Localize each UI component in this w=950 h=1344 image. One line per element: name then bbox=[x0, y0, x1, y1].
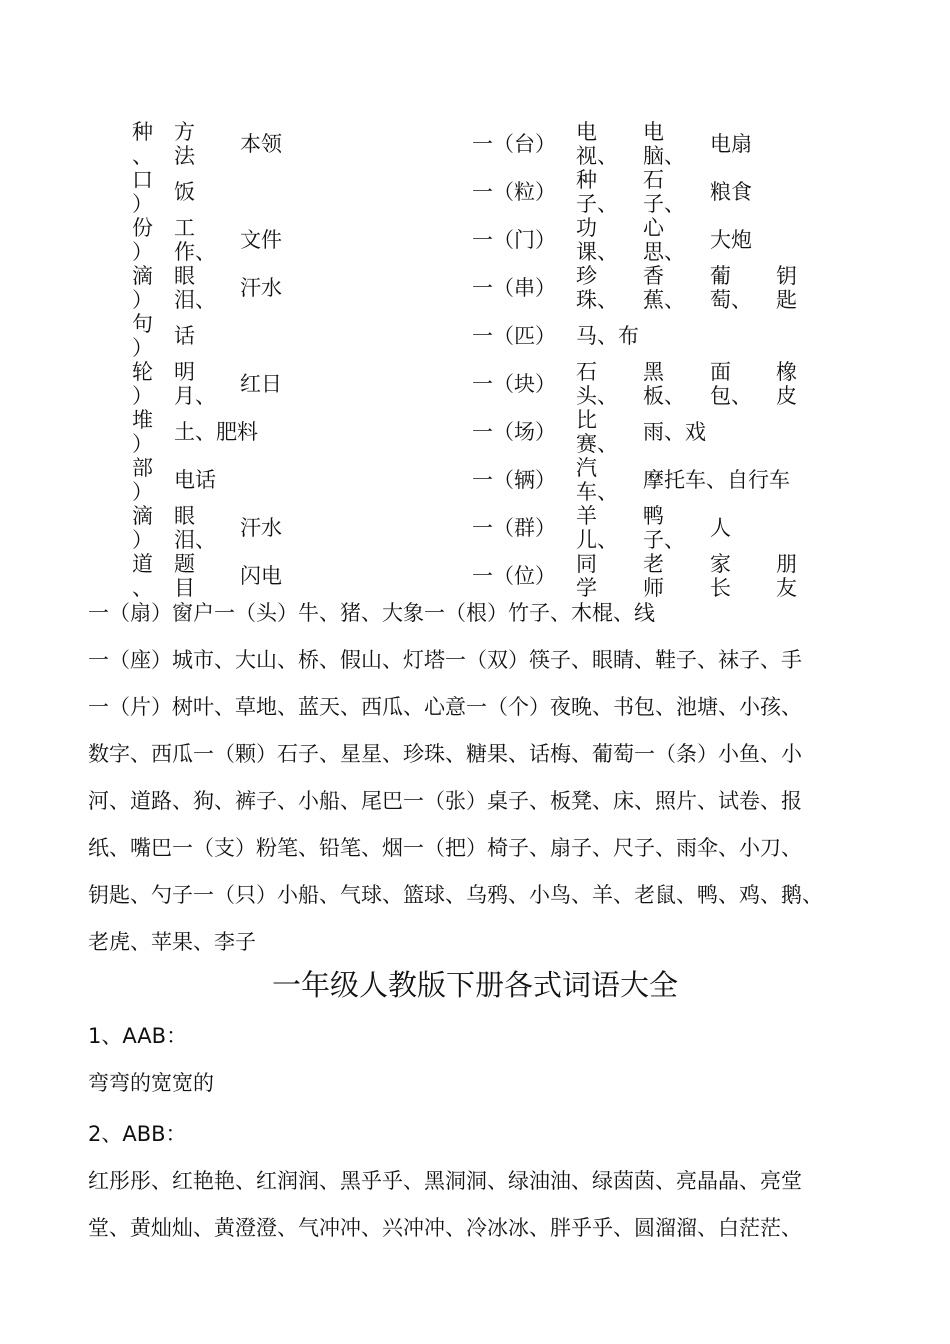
table-cell-right-w1 bbox=[576, 456, 618, 504]
table-cell-left-w2 bbox=[240, 372, 330, 400]
table-cell-right-cat: 一（门） bbox=[472, 228, 556, 252]
table-cell-right-w2 bbox=[643, 168, 685, 216]
abb-heading: 2、ABB： bbox=[88, 1122, 187, 1146]
table-cell-left-cat bbox=[132, 216, 158, 264]
cell-text: 摩托车、自行车 bbox=[643, 468, 790, 492]
cell-text: 种 bbox=[576, 168, 597, 192]
table-cell-right-w2 bbox=[643, 216, 685, 264]
cell-text: 电 bbox=[576, 120, 597, 144]
table-row bbox=[88, 312, 848, 360]
table-cell-right-cat: 一（辆） bbox=[472, 468, 556, 492]
cell-text: 包、 bbox=[710, 384, 752, 408]
table-cell-left-cat bbox=[132, 408, 158, 456]
cell-text: 红日 bbox=[240, 372, 282, 396]
table-cell-right-cat: 一（位） bbox=[472, 564, 556, 588]
cell-text: ） bbox=[132, 336, 153, 360]
cell-text: 文件 bbox=[240, 228, 282, 252]
cell-text: 同 bbox=[576, 552, 597, 576]
table-row bbox=[88, 504, 848, 552]
cell-text: 羊 bbox=[576, 504, 597, 528]
page-title: 一年级人教版下册各式词语大全 bbox=[271, 968, 678, 1002]
cell-text: 人 bbox=[710, 516, 731, 540]
table-cell-right-w1 bbox=[576, 504, 618, 552]
table-cell-right-w2 bbox=[643, 360, 685, 408]
table-row bbox=[88, 264, 848, 312]
cell-text: 眼 bbox=[174, 504, 195, 528]
table-cell-left-w1 bbox=[174, 468, 216, 496]
table-row bbox=[88, 120, 848, 168]
paragraph-line: 老虎、苹果、李子 bbox=[88, 930, 256, 954]
cell-text: 话 bbox=[174, 324, 195, 348]
cell-text: 橡 bbox=[776, 360, 797, 384]
table-cell-right-w1 bbox=[576, 168, 618, 216]
table-cell-left-w1 bbox=[174, 216, 216, 264]
cell-text: 课、 bbox=[576, 240, 618, 264]
table-cell-left-w2 bbox=[240, 408, 330, 456]
table-cell-right-w4 bbox=[776, 264, 800, 312]
cell-text: ） bbox=[132, 528, 153, 552]
cell-text: 泪、 bbox=[174, 288, 216, 312]
table-cell-left-w1 bbox=[174, 120, 198, 168]
cell-text: 友 bbox=[776, 576, 797, 600]
table-cell-left-w1 bbox=[174, 180, 198, 208]
table-row bbox=[88, 168, 848, 216]
cell-text: 粮食 bbox=[710, 180, 752, 204]
cell-text: 口 bbox=[132, 168, 153, 192]
table-cell-left-w2 bbox=[240, 168, 330, 216]
cell-text: 眼 bbox=[174, 264, 195, 288]
table-cell-right-w1 bbox=[576, 120, 618, 168]
cell-text: 汽 bbox=[576, 456, 597, 480]
cell-text: 法 bbox=[174, 144, 195, 168]
cell-text: 蕉、 bbox=[643, 288, 685, 312]
cell-text: 功 bbox=[576, 216, 597, 240]
cell-text: 钥 bbox=[776, 264, 797, 288]
table-cell-right-w4 bbox=[776, 456, 800, 504]
table-cell-left-cat bbox=[132, 168, 158, 216]
table-cell-left-w2 bbox=[240, 228, 330, 256]
aab-heading: 1、AAB： bbox=[88, 1024, 188, 1048]
table-cell-right-w4 bbox=[776, 504, 800, 552]
cell-text: 思、 bbox=[643, 240, 685, 264]
cell-text: 儿、 bbox=[576, 528, 618, 552]
cell-text: 面 bbox=[710, 360, 731, 384]
cell-text: 泪、 bbox=[174, 528, 216, 552]
cell-text: 作、 bbox=[174, 240, 216, 264]
table-cell-right-w2 bbox=[643, 420, 706, 448]
paragraph-line: 钥匙、勺子一（只）小船、气球、篮球、乌鸦、小鸟、羊、老鼠、鸭、鸡、鹅、 bbox=[88, 883, 823, 907]
cell-text: 香 bbox=[643, 264, 664, 288]
table-cell-left-w1 bbox=[174, 504, 216, 552]
cell-text: 比 bbox=[576, 408, 597, 432]
cell-text: 珠、 bbox=[576, 288, 618, 312]
cell-text: ） bbox=[132, 432, 153, 456]
cell-text: 子、 bbox=[643, 528, 685, 552]
table-cell-right-cat: 一（块） bbox=[472, 372, 556, 396]
table-cell-right-w4 bbox=[776, 312, 800, 360]
aab-line: 弯弯的宽宽的 bbox=[88, 1071, 214, 1095]
cell-text: 萄、 bbox=[710, 288, 752, 312]
paragraph-line: 一（座）城市、大山、桥、假山、灯塔一（双）筷子、眼睛、鞋子、袜子、手 bbox=[88, 648, 802, 672]
abb-section bbox=[88, 1111, 868, 1252]
table-cell-right-w2 bbox=[643, 264, 685, 312]
cell-text: 滴 bbox=[132, 264, 153, 288]
table-cell-right-w4 bbox=[776, 120, 800, 168]
cell-text: 黑 bbox=[643, 360, 664, 384]
cell-text: 赛、 bbox=[576, 432, 618, 456]
cell-text: 、 bbox=[132, 576, 153, 600]
cell-text: 工 bbox=[174, 216, 195, 240]
table-cell-right-w1 bbox=[576, 408, 618, 456]
table-cell-left-w2 bbox=[240, 456, 330, 504]
cell-text: 心 bbox=[643, 216, 664, 240]
cell-text: 方 bbox=[174, 120, 195, 144]
table-cell-left-cat bbox=[132, 120, 158, 168]
abb-line: 红彤彤、红艳艳、红润润、黑乎乎、黑洞洞、绿油油、绿茵茵、亮晶晶、亮堂 bbox=[88, 1169, 802, 1193]
table-row bbox=[88, 360, 848, 408]
cell-text: 汗水 bbox=[240, 276, 282, 300]
cell-text: 轮 bbox=[132, 360, 153, 384]
cell-text: 师 bbox=[643, 576, 664, 600]
cell-text: 题 bbox=[174, 552, 195, 576]
cell-text: 土、肥料 bbox=[174, 420, 258, 444]
table-cell-left-w1 bbox=[174, 264, 216, 312]
cell-text: 脑、 bbox=[643, 144, 685, 168]
cell-text: 月、 bbox=[174, 384, 216, 408]
cell-text: 明 bbox=[174, 360, 195, 384]
cell-text: 珍 bbox=[576, 264, 597, 288]
table-cell-left-w2 bbox=[240, 132, 330, 160]
table-cell-right-cat: 一（粒） bbox=[472, 180, 556, 204]
cell-text: 份 bbox=[132, 216, 153, 240]
cell-text: 闪电 bbox=[240, 564, 282, 588]
paragraph-line: 河、道路、狗、裤子、小船、尾巴一（张）桌子、板凳、床、照片、试卷、报 bbox=[88, 789, 802, 813]
cell-text: 家 bbox=[710, 552, 731, 576]
table-cell-left-w2 bbox=[240, 516, 330, 544]
paragraph-line: 一（扇）窗户一（头）牛、猪、大象一（根）竹子、木棍、线 bbox=[88, 601, 655, 625]
abb-line: 堂、黄灿灿、黄澄澄、气冲冲、兴冲冲、冷冰冰、胖乎乎、圆溜溜、白茫茫、 bbox=[88, 1216, 802, 1240]
cell-text: 石 bbox=[643, 168, 664, 192]
table-cell-right-cat: 一（场） bbox=[472, 420, 556, 444]
aab-section bbox=[88, 1013, 868, 1107]
measure-word-paragraph bbox=[88, 590, 868, 966]
cell-text: 板、 bbox=[643, 384, 685, 408]
table-cell-left-w2 bbox=[240, 564, 330, 592]
cell-text: 道 bbox=[132, 552, 153, 576]
cell-text: 马、布 bbox=[576, 324, 639, 348]
cell-text: 电 bbox=[643, 120, 664, 144]
cell-text: 句 bbox=[132, 312, 153, 336]
cell-text: 、 bbox=[132, 144, 153, 168]
table-cell-left-w2 bbox=[240, 312, 330, 360]
cell-text: 老 bbox=[643, 552, 664, 576]
table-cell-right-w4 bbox=[776, 408, 800, 456]
table-cell-right-w1 bbox=[576, 360, 618, 408]
table-cell-left-cat bbox=[132, 264, 158, 312]
table-cell-left-w1 bbox=[174, 420, 258, 448]
table-cell-left-cat bbox=[132, 312, 158, 360]
cell-text: 车、 bbox=[576, 480, 618, 504]
cell-text: 长 bbox=[710, 576, 731, 600]
table-cell-left-w2 bbox=[240, 276, 330, 304]
table-cell-left-cat bbox=[132, 504, 158, 552]
cell-text: 子、 bbox=[576, 192, 618, 216]
cell-text: 本领 bbox=[240, 132, 282, 156]
table-cell-left-cat bbox=[132, 456, 158, 504]
table-cell-left-cat bbox=[132, 360, 158, 408]
cell-text: 葡 bbox=[710, 264, 731, 288]
cell-text: 匙 bbox=[776, 288, 797, 312]
cell-text: ） bbox=[132, 288, 153, 312]
cell-text: 头、 bbox=[576, 384, 618, 408]
table-cell-right-w4 bbox=[776, 168, 800, 216]
table-cell-right-w4 bbox=[776, 216, 800, 264]
table-row bbox=[88, 216, 848, 264]
cell-text: 汗水 bbox=[240, 516, 282, 540]
cell-text: 饭 bbox=[174, 180, 195, 204]
cell-text: 目 bbox=[174, 576, 195, 600]
table-cell-left-w1 bbox=[174, 360, 216, 408]
table-row bbox=[88, 456, 848, 504]
table-cell-right-cat: 一（串） bbox=[472, 276, 556, 300]
cell-text: ） bbox=[132, 384, 153, 408]
table-cell-right-w2 bbox=[643, 120, 685, 168]
measure-word-table bbox=[88, 120, 848, 600]
table-cell-right-w2 bbox=[643, 504, 685, 552]
table-cell-right-w2 bbox=[643, 468, 790, 496]
paragraph-line: 纸、嘴巴一（支）粉笔、铅笔、烟一（把）椅子、扇子、尺子、雨伞、小刀、 bbox=[88, 836, 802, 860]
cell-text: 雨、戏 bbox=[643, 420, 706, 444]
cell-text: 电话 bbox=[174, 468, 216, 492]
cell-text: 堆 bbox=[132, 408, 153, 432]
table-cell-right-w1 bbox=[576, 324, 639, 352]
table-cell-right-cat: 一（群） bbox=[472, 516, 556, 540]
cell-text: 石 bbox=[576, 360, 597, 384]
cell-text: ） bbox=[132, 240, 153, 264]
cell-text: 鸭 bbox=[643, 504, 664, 528]
table-cell-left-w1 bbox=[174, 324, 198, 352]
cell-text: 电扇 bbox=[710, 132, 752, 156]
cell-text: 部 bbox=[132, 456, 153, 480]
table-row bbox=[88, 408, 848, 456]
cell-text: 朋 bbox=[776, 552, 797, 576]
table-cell-right-cat: 一（匹） bbox=[472, 324, 556, 348]
cell-text: 皮 bbox=[776, 384, 797, 408]
cell-text: 大炮 bbox=[710, 228, 752, 252]
table-cell-right-w1 bbox=[576, 216, 618, 264]
paragraph-line: 数字、西瓜一（颗）石子、星星、珍珠、糖果、话梅、葡萄一（条）小鱼、小 bbox=[88, 742, 802, 766]
table-cell-right-cat: 一（台） bbox=[472, 132, 556, 156]
table-cell-right-w1 bbox=[576, 264, 618, 312]
table-cell-right-w4 bbox=[776, 360, 800, 408]
cell-text: 子、 bbox=[643, 192, 685, 216]
cell-text: 学 bbox=[576, 576, 597, 600]
table-cell-right-w2 bbox=[643, 312, 667, 360]
cell-text: 种 bbox=[132, 120, 153, 144]
cell-text: ） bbox=[132, 480, 153, 504]
cell-text: 滴 bbox=[132, 504, 153, 528]
cell-text: 视、 bbox=[576, 144, 618, 168]
cell-text: ） bbox=[132, 192, 153, 216]
paragraph-line: 一（片）树叶、草地、蓝天、西瓜、心意一（个）夜晚、书包、池塘、小孩、 bbox=[88, 695, 802, 719]
